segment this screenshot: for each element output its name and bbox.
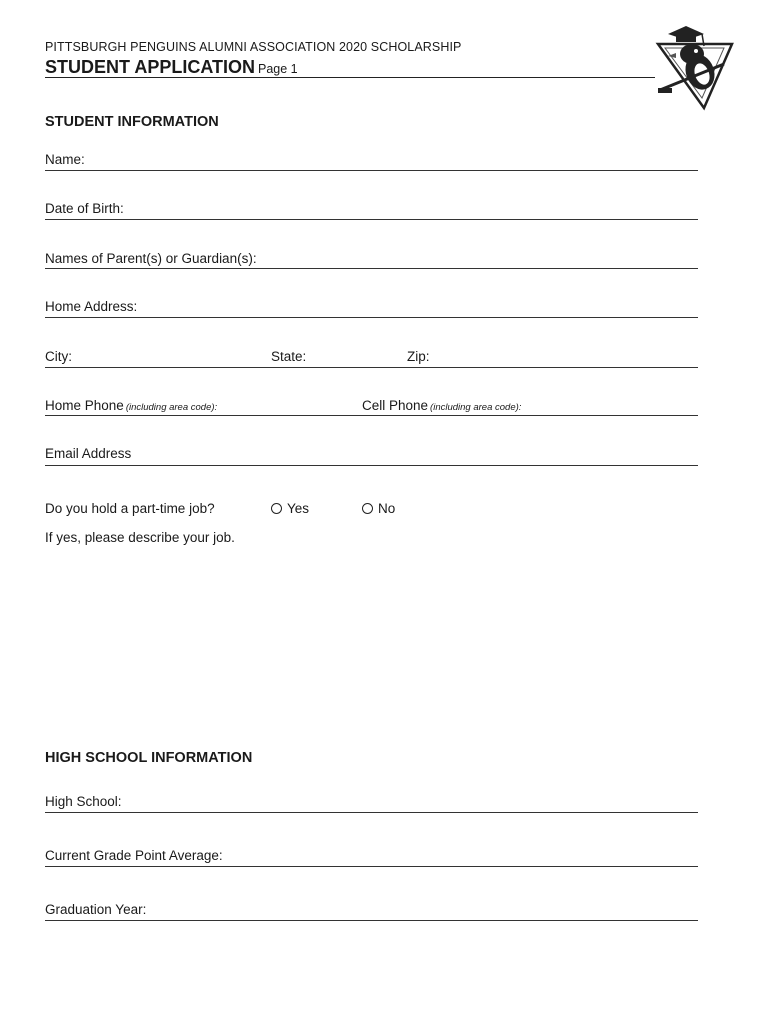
application-title: STUDENT APPLICATION — [45, 57, 255, 77]
home-address-label: Home Address: — [45, 299, 138, 314]
home-address-field[interactable] — [45, 317, 698, 318]
yes-label: Yes — [287, 501, 310, 516]
name-label: Name: — [45, 152, 85, 167]
phone-field[interactable] — [45, 415, 698, 416]
penguin-graduate-logo-icon — [652, 20, 738, 112]
home-phone-text: Home Phone — [45, 398, 124, 413]
page-title — [45, 57, 298, 78]
student-information-heading: STUDENT INFORMATION — [45, 114, 219, 130]
yes-radio-icon[interactable] — [271, 503, 282, 514]
job-description-area[interactable] — [45, 552, 698, 732]
email-label: Email Address — [45, 446, 132, 461]
home-phone-label — [45, 398, 217, 413]
no-label: No — [378, 501, 396, 516]
no-radio-icon[interactable] — [362, 503, 373, 514]
name-field[interactable] — [45, 170, 698, 171]
scholarship-supertitle: PITTSBURGH PENGUINS ALUMNI ASSOCIATION 2020 SCHOLARSHIP — [45, 40, 462, 54]
graduation-year-field[interactable] — [45, 920, 698, 921]
cell-phone-label — [362, 398, 521, 413]
job-describe-label: If yes, please describe your job. — [45, 530, 235, 545]
state-label: State: — [271, 349, 307, 364]
parents-field[interactable] — [45, 268, 698, 269]
high-school-information-heading: HIGH SCHOOL INFORMATION — [45, 750, 253, 766]
dob-field[interactable] — [45, 219, 698, 220]
job-yes-option[interactable] — [271, 501, 309, 516]
high-school-label: High School: — [45, 794, 122, 809]
gpa-field[interactable] — [45, 866, 698, 867]
parents-label: Names of Parent(s) or Guardian(s): — [45, 251, 257, 266]
city-state-zip-field[interactable] — [45, 367, 698, 368]
email-field[interactable] — [45, 465, 698, 466]
cell-phone-note: (including area code): — [430, 402, 522, 413]
home-phone-note: (including area code): — [125, 402, 218, 413]
gpa-label: Current Grade Point Average: — [45, 848, 223, 863]
page-number: Page 1 — [258, 62, 298, 76]
city-label: City: — [45, 349, 72, 364]
graduation-year-label: Graduation Year: — [45, 902, 147, 917]
high-school-field[interactable] — [45, 812, 698, 813]
job-no-option[interactable] — [362, 501, 395, 516]
dob-label: Date of Birth: — [45, 201, 124, 216]
job-question-label: Do you hold a part-time job? — [45, 501, 215, 516]
cell-phone-text: Cell Phone — [362, 398, 429, 413]
zip-label: Zip: — [407, 349, 430, 364]
header-rule — [45, 77, 655, 78]
